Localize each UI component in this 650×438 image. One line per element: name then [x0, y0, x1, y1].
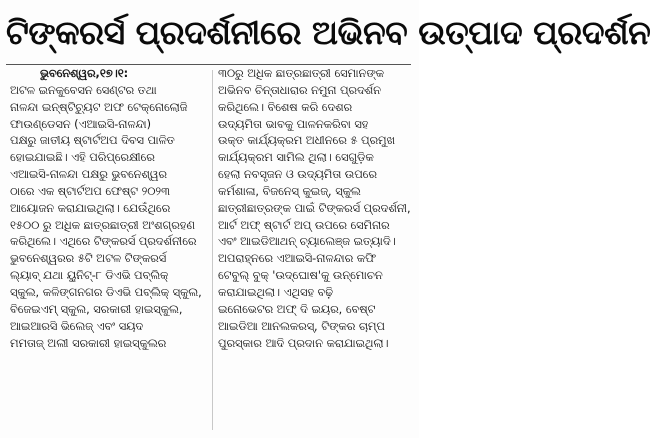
article-line: ଆର୍ଟ ଅଫ୍ ଷ୍ଟାର୍ଟ ଅପ୍ ଉପରେ ସେମିନାର — [218, 218, 390, 232]
article-line: କରିଥିଲେ। ଏଥିରେ ଟିଙ୍କରର୍ସ ପ୍ରଦର୍ଶନୀରେ — [10, 235, 197, 249]
article-line: ପକ୍ଷରୁ ଜାତୀୟ ଷ୍ଟାର୍ଟଅପ ଦିବସ ପାଳିତ — [10, 134, 175, 148]
article-line: ୧୫୦୦ ରୁ ଅଧିକ ଛାତ୍ରଛାତ୍ରୀ ଅଂଶଗ୍ରହଣ — [10, 218, 195, 232]
article-line: ନାଳନ୍ଦା ଇନ୍‌ଷ୍ଟିଚ୍ୟୁଟ ଅଫ ଟେକ୍ନୋଲୋଜି — [10, 100, 188, 114]
article-line: ୩୦ରୁ ଅଧିକ ଛାତ୍ରଛାତ୍ରୀ ସେମାନଙ୍କ — [218, 67, 385, 80]
article-line: ଉକ୍ତ କାର୍ଯ୍ୟକ୍ରମ ଅଧୀନରେ ୫ ପ୍ରମୁଖ — [218, 134, 395, 148]
article-line: ଏଆଇସି-ନାଳନ୍ଦା ପକ୍ଷରୁ ଭୁବନେଶ୍ୱର — [10, 168, 167, 182]
headline-rule — [6, 64, 411, 65]
article-line: ଲ୍ୟାବ୍ ଯଥା ୟୁନିଟ୍-୮ ଡିଏଭି ପବ୍ଲିକ୍ — [10, 269, 169, 283]
article-line: କର୍ମଶାଳା, ବିଜନେସ୍ କୁଇଜ୍, ସ୍କୁଲ — [218, 184, 361, 198]
article-line: ଅଟଳ ଇନକୁବେସନ ସେଣ୍ଟର ତଥା — [10, 83, 157, 97]
article-headline: ଟିଙ୍କରର୍ସ ପ୍ରଦର୍ଶନୀରେ ଅଭିନବ ଉତ୍ପାଦ ପ୍ରଦର୍ଶନ — [6, 13, 650, 52]
article-line: ଆୟୋଜନ କରାଯାଇଥିଲା। ଯେଉଁଥିରେ — [10, 201, 171, 215]
article-line: ଆଇଡିଆ ଆନଲକରସ୍, ଟିଙ୍କର ଚାମ୍ପ — [218, 319, 385, 333]
article-dateline: ଭୁବନେଶ୍ୱର,୧୭।୧: — [40, 67, 129, 80]
article-line: ଟେବୁଲ୍ ବୁକ୍ 'ଉଦ୍‌ଘୋଷ'କୁ ଉନ୍ମୋଚନ — [218, 269, 383, 283]
article-line: ଅପରାହ୍ନରେ ଏଆଇସି-ନାଳନ୍ଦାର କଫି — [218, 252, 376, 266]
article-line: ଛାତ୍ରୀଛାତ୍ରଙ୍କ ପାଇଁ ଟିଙ୍କରର୍ସ ପ୍ରଦର୍ଶନୀ, — [218, 201, 411, 215]
article-line: ହୋଇଯାଇଛି। ଏହି ପରିପ୍ରେକ୍ଷୀରେ — [10, 151, 155, 165]
article-line: ଅଭିନବ ଚିନ୍ତାଧାରାର ନମୁନା ପ୍ରଦର୍ଶନ — [218, 83, 381, 97]
article-line: କରାଯାଇଥିଲା। ଏଥିସହ ବଢ଼ି — [218, 285, 334, 299]
article-line: ଉଦ୍ୟମିତା ଭାବକୁ ପାଳନକରିବା ସହ — [218, 117, 369, 131]
article-line: ବିଜେଇଏମ୍ ସ୍କୁଲ, ସରକାରୀ ହାଇସ୍କୁଲ, — [10, 302, 183, 316]
column-divider — [212, 70, 213, 430]
article-line: ଫାଉଣ୍ଡେସନ (ଏଆଇସି-ନାଳନ୍ଦା) — [10, 117, 152, 131]
article-line: ଠାରେ ଏକ ଷ୍ଟାର୍ଟଅପ ଫେଷ୍ଟ ୨୦୨୩ — [10, 184, 170, 198]
article-line: ହେଲା ନବସୃଜନ ଓ ଉଦ୍ୟମିତା ଉପରେ — [218, 168, 377, 182]
article-line: ଭୁବନେଶ୍ୱରର ୫ଟି ଅଟଳ ଟିଙ୍କରର୍ସ — [10, 252, 167, 266]
article-line: ଇନୋଭେଟର ଅଫ୍ ଦି ଇୟର, ବେଷ୍ଟ — [218, 302, 376, 316]
article-line: ସ୍କୁଲ, କଳିଙ୍ଗନଗର ଡିଏଭି ପବ୍ଲିକ୍ ସ୍କୁଲ, — [10, 285, 202, 299]
article-line: କରିଥିଲେ। ବିଶେଷ କରି ଦେଶର — [218, 100, 353, 114]
article-line: ଆଇଆରସି ଭିଲେଜ୍ ଏବଂ ସୟଦ — [10, 319, 144, 333]
article-column-right — [218, 66, 414, 352]
article-line: ଏବଂ ଆଇଡିଆଥନ୍ ଚ୍ୟାଲେଞ୍ଜ ଇତ୍ୟାଦି। — [218, 235, 396, 249]
article-column-left — [10, 66, 206, 352]
article-line: ପୁରସ୍କାର ଆଦି ପ୍ରଦାନ କରାଯାଇଥିଲା। — [218, 336, 389, 350]
article-line: ମମତାଜ୍ ଅଲୀ ସରକାରୀ ହାଇସ୍କୁଲର — [10, 336, 167, 350]
article-line: କାର୍ଯ୍ୟକ୍ରମ ସାମିଲ ଥିଲା। ସେଗୁଡ଼ିକ — [218, 151, 374, 165]
